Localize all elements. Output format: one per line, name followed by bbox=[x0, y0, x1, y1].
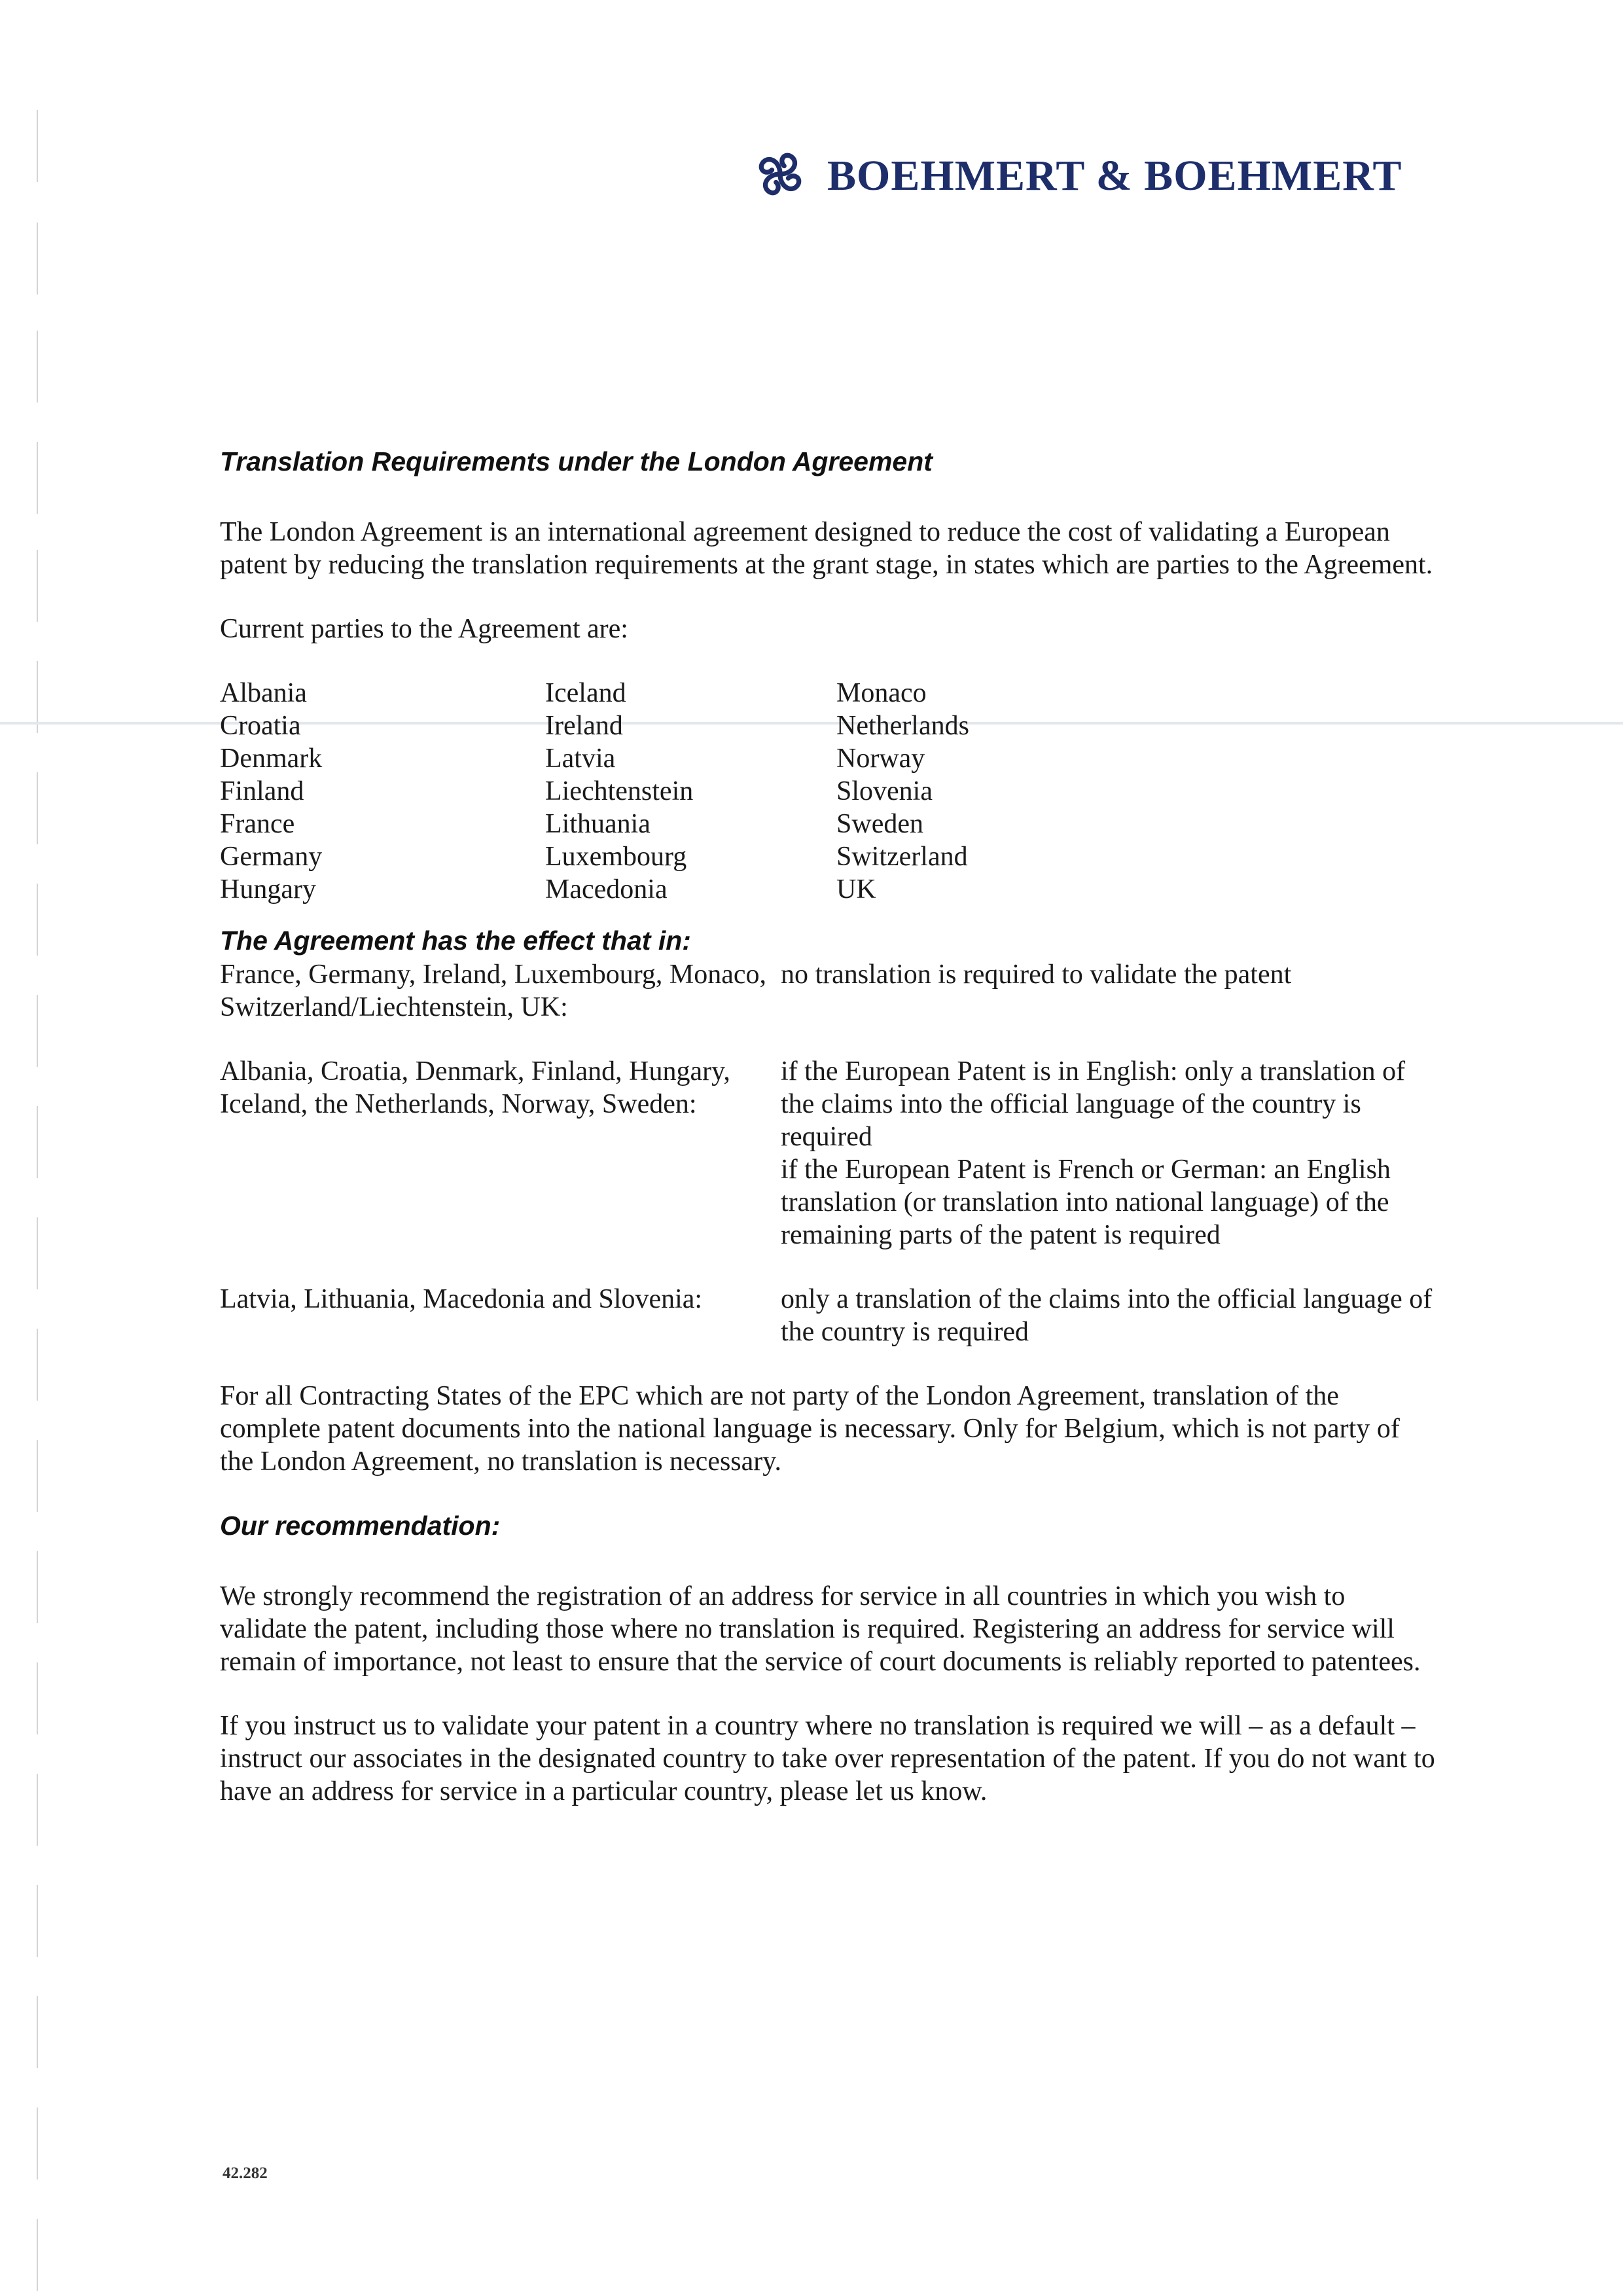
margin-tick bbox=[37, 550, 38, 622]
country-item: France bbox=[220, 809, 295, 839]
country-item: Croatia bbox=[220, 711, 301, 741]
country-item: Denmark bbox=[220, 744, 323, 774]
margin-tick bbox=[37, 223, 38, 295]
effect-row bbox=[220, 958, 1437, 1024]
country-item: Latvia bbox=[545, 744, 616, 774]
country-list bbox=[220, 677, 1437, 906]
margin-tick bbox=[37, 1440, 38, 1512]
margin-tick bbox=[37, 2219, 38, 2291]
country-item: Lithuania bbox=[545, 809, 651, 839]
effect-requirement: only a translation of the claims into the official language of the country is required bbox=[781, 1284, 1433, 1347]
country-item: Albania bbox=[220, 678, 307, 708]
country-item: Sweden bbox=[836, 809, 923, 839]
country-column bbox=[220, 677, 545, 906]
margin-tick bbox=[37, 1662, 38, 1734]
country-item: Finland bbox=[220, 776, 304, 806]
country-item: UK bbox=[836, 874, 876, 905]
margin-tick bbox=[37, 884, 38, 956]
margin-tick bbox=[37, 1106, 38, 1178]
country-item: Ireland bbox=[545, 711, 623, 741]
effect-row bbox=[220, 1055, 1437, 1251]
document-code: 42.282 bbox=[223, 2164, 268, 2182]
recommendation-paragraph: If you instruct us to validate your patent in a country where no translation is required we will – as a default – instruct our associates in the designated country to take over representation of the patent. If you do not want to have an address for service in a particular country, please let us know. bbox=[220, 1711, 1435, 1806]
document-title: Translation Requirements under the London Agreement bbox=[220, 446, 933, 476]
margin-tick bbox=[37, 1329, 38, 1401]
country-item: Germany bbox=[220, 842, 323, 872]
country-item: Norway bbox=[836, 744, 925, 774]
margin-tick bbox=[37, 2108, 38, 2179]
effect-requirement: no translation is required to validate the patent bbox=[781, 960, 1292, 990]
company-name: BOEHMERT & BOEHMERT bbox=[827, 151, 1402, 200]
country-item: Monaco bbox=[836, 678, 927, 708]
effect-row bbox=[220, 1283, 1437, 1348]
country-item: Iceland bbox=[545, 678, 626, 708]
margin-tick bbox=[37, 442, 38, 514]
country-item: Liechtenstein bbox=[545, 776, 694, 806]
recommendation-paragraph: We strongly recommend the registration of an address for service in all countries in which you wish to validate the patent, including those where no translation is required. Registering an address for service will remain of importance, not least to ensure that the service of court documents is reliably reported to patentees. bbox=[220, 1581, 1421, 1677]
country-item: Macedonia bbox=[545, 874, 668, 905]
document-body bbox=[220, 445, 1437, 1808]
country-item: Luxembourg bbox=[545, 842, 687, 872]
effect-requirement: if the European Patent is French or German: an English translation (or translation into national language) of the remaining parts of the patent is required bbox=[781, 1155, 1391, 1250]
margin-tick bbox=[37, 1996, 38, 2068]
margin-tick bbox=[37, 1774, 38, 1846]
margin-tick bbox=[37, 1551, 38, 1623]
country-item: Switzerland bbox=[836, 842, 968, 872]
effect-states: Latvia, Lithuania, Macedonia and Slovenia: bbox=[220, 1284, 703, 1314]
effect-states: Albania, Croatia, Denmark, Finland, Hungary, Iceland, the Netherlands, Norway, Sweden: bbox=[220, 1056, 730, 1119]
non-party-paragraph: For all Contracting States of the EPC which are not party of the London Agreement, translation of the complete patent documents into the national language is necessary. Only for Belgium, which is not party of the London Agreement, no translation is necessary. bbox=[220, 1381, 1400, 1477]
margin-tick bbox=[37, 772, 38, 844]
effect-states: France, Germany, Ireland, Luxembourg, Monaco, Switzerland/Liechtenstein, UK: bbox=[220, 960, 767, 1022]
country-column bbox=[836, 677, 1229, 906]
country-item: Netherlands bbox=[836, 711, 969, 741]
country-item: Hungary bbox=[220, 874, 316, 905]
intro-paragraph: The London Agreement is an international agreement designed to reduce the cost of validating a European patent by reducing the translation requirements at the grant stage, in states which are parties to the Agreement. bbox=[220, 517, 1433, 580]
effect-heading: The Agreement has the effect that in: bbox=[220, 925, 691, 956]
effect-requirement-group bbox=[781, 1055, 1437, 1251]
recommendation-heading: Our recommendation: bbox=[220, 1511, 501, 1541]
country-item: Slovenia bbox=[836, 776, 933, 806]
letterhead-logo bbox=[746, 140, 1402, 211]
effect-requirement: if the European Patent is in English: only a translation of the claims into the official language of the country is required bbox=[781, 1056, 1406, 1152]
margin-tick bbox=[37, 1217, 38, 1289]
country-column bbox=[545, 677, 836, 906]
margin-tick bbox=[37, 1885, 38, 1957]
parties-intro: Current parties to the Agreement are: bbox=[220, 614, 628, 644]
swirl-logo-icon bbox=[746, 140, 814, 211]
margin-tick bbox=[37, 331, 38, 403]
margin-tick bbox=[37, 995, 38, 1067]
margin-tick bbox=[37, 110, 38, 182]
